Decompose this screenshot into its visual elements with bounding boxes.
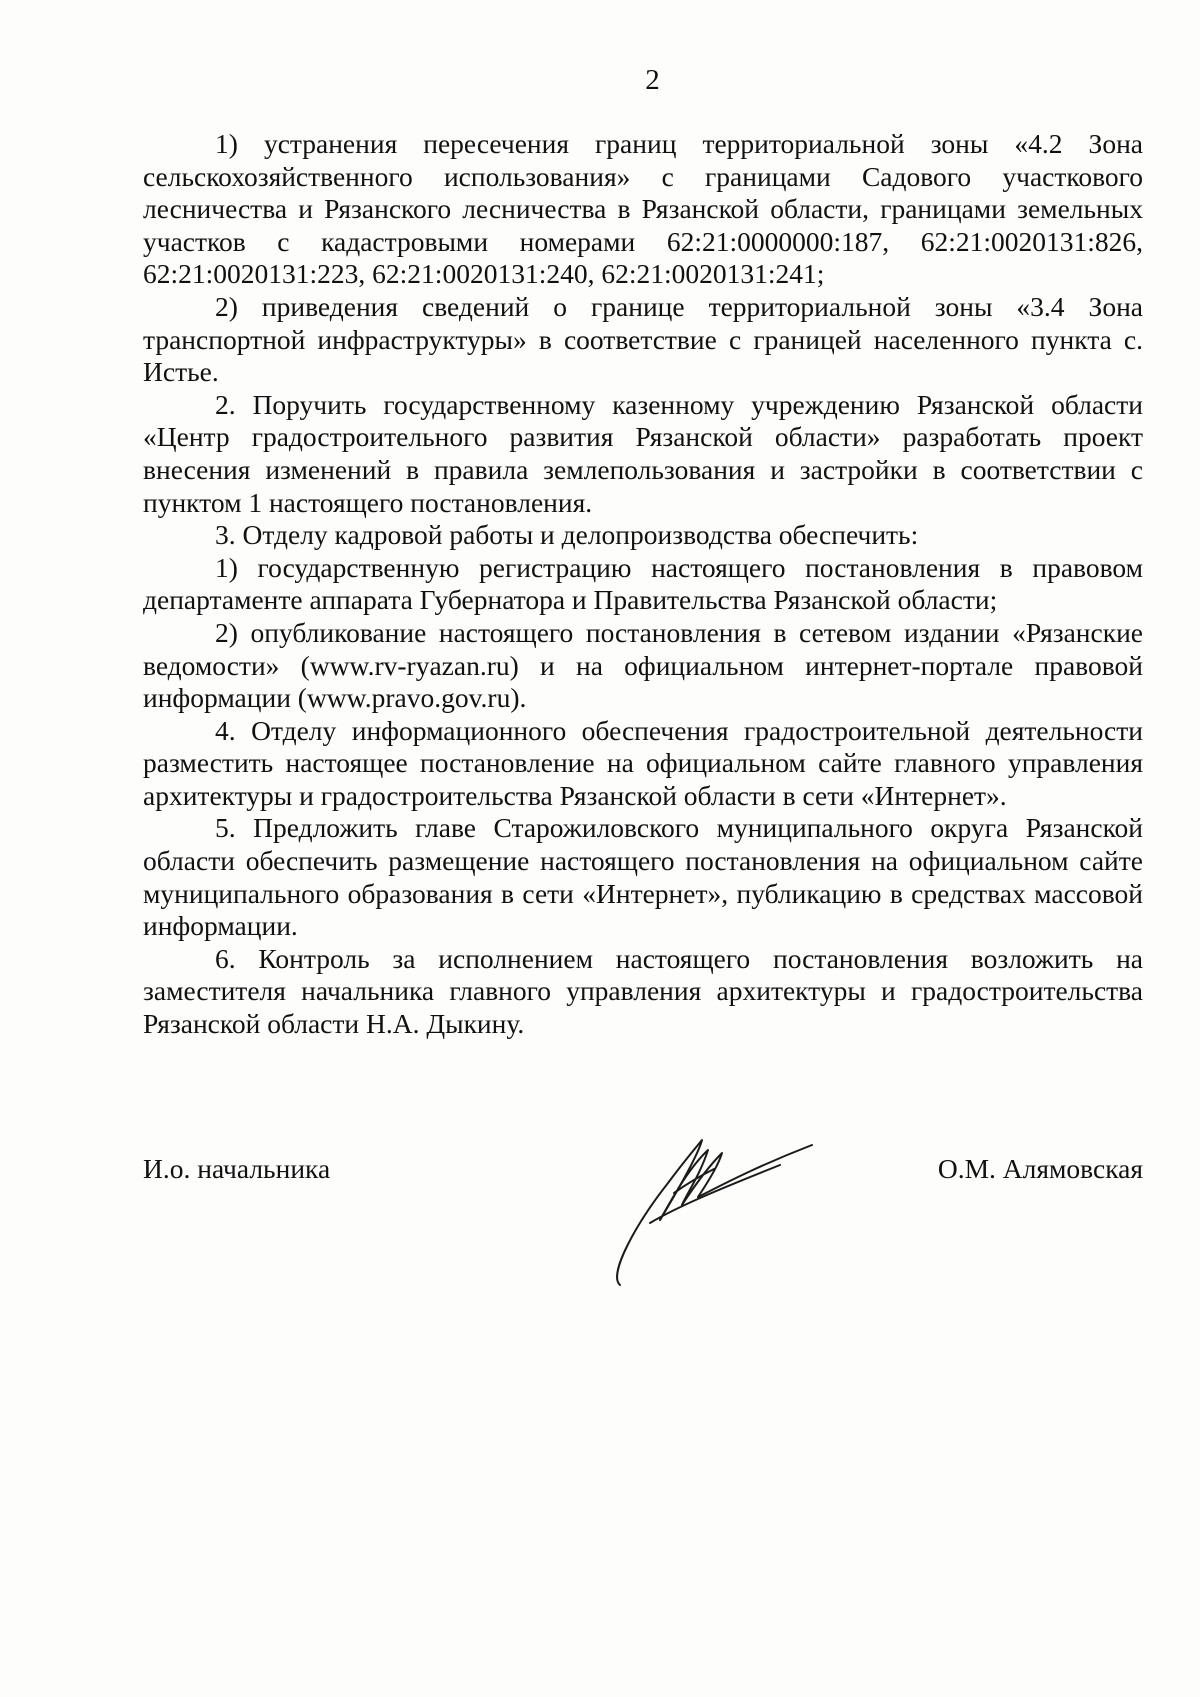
page-number: 2 (645, 64, 660, 96)
paragraph-3: 3. Отделу кадровой работы и делопроизводства обеспечить: (215, 519, 919, 551)
paragraph-1-2: 2) приведения сведений о границе территориальной зоны «3.4 Зона транспортной инфраструктуры» в соответствие с границей населенного пункта с. Истье. (143, 290, 1143, 388)
handwritten-signature (590, 1105, 820, 1295)
paragraph-6: 6. Контроль за исполнением настоящего постановления возложить на заместителя начальника главного управления архитектуры и градостроительства Рязанской области Н.А. Дыкину. (143, 942, 1143, 1040)
paragraph-2: 2. Поручить государственному казенному учреждению Рязанской области «Центр градостроительного развития Рязанской области» разработать проект внесения изменений в правила землепользования и застройки в соответствии с пунктом 1 настоящего постановления. (143, 388, 1143, 518)
paragraph-4: 4. Отделу информационного обеспечения градостроительной деятельности разместить настоящее постановление на официальном сайте главного управления архитектуры и градостроительства Рязанской области в сети «Интернет». (143, 714, 1143, 811)
document-body (143, 128, 1143, 1041)
paragraph-3-2: 2) опубликование настоящего постановления в сетевом издании «Рязанские ведомости» (www.rv-ryazan.ru) и на официальном интернет-портале правовой информации (www.pravo.gov.ru). (143, 616, 1143, 714)
signatory-name: О.М. Алямовская (937, 1153, 1143, 1184)
paragraph-5: 5. Предложить главе Старожиловского муниципального округа Рязанской области обеспечить размещение настоящего постановления на официальном сайте муниципального образования в сети «Интернет», публикацию в средствах массовой информации. (143, 812, 1143, 942)
signatory-title: И.о. начальника (143, 1153, 331, 1184)
paragraph-3-1: 1) государственную регистрацию настоящего постановления в правовом департаменте аппарата Губернатора и Правительства Рязанской области; (143, 551, 1143, 616)
paragraph-1-1: 1) устранения пересечения границ территориальной зоны «4.2 Зона сельскохозяйственного использования» с границами Садового участкового лесничества и Рязанского лесничества в Рязанской области, границами земельных участков с кадастровыми номерами 62:21:0000000:187, 62:21:0020131:826, 62:21:0020131:223, 62:21:0020131:240, 62:21:0020131:241; (143, 128, 1143, 290)
